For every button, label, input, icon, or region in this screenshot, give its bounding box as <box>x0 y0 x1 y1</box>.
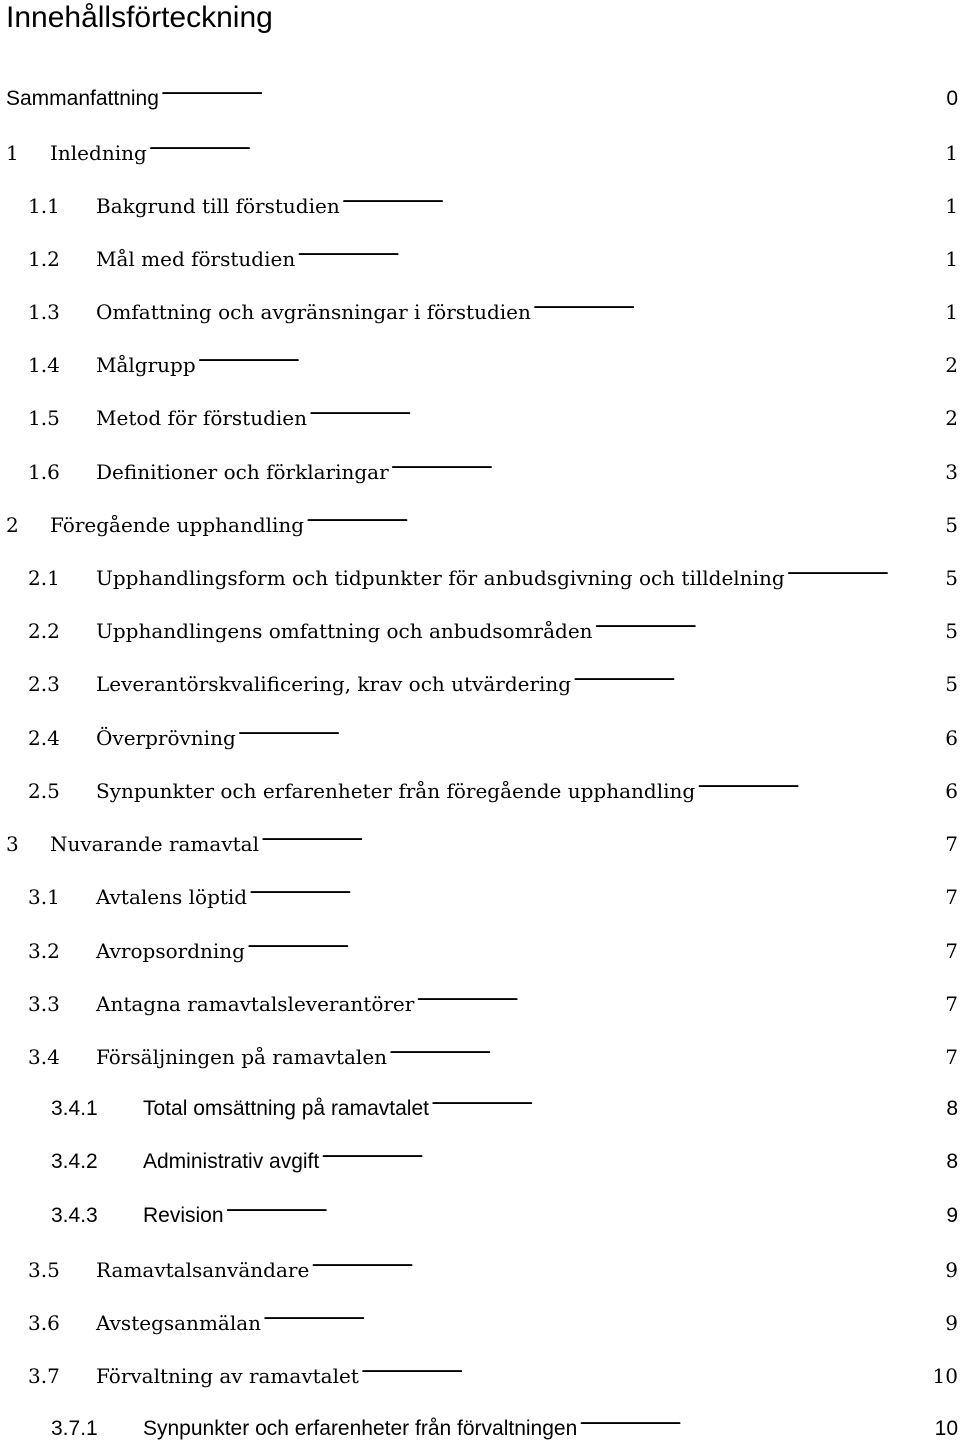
toc-entry-number: 2 <box>6 513 19 537</box>
toc-entry[interactable] <box>0 768 960 803</box>
toc-entry[interactable] <box>0 715 960 750</box>
toc-dot-leader <box>249 874 942 904</box>
toc-dot-leader <box>416 981 942 1011</box>
toc-entry-number: 1.1 <box>28 194 60 218</box>
toc-entry-page-number: 2 <box>945 406 958 430</box>
toc-entry-page-number: 6 <box>945 726 958 750</box>
toc-dot-leader <box>311 1247 942 1277</box>
toc-dot-leader <box>533 289 942 319</box>
toc-entry-page-number: 7 <box>945 1045 958 1069</box>
toc-entry-number: 2.4 <box>28 726 60 750</box>
toc-entry-title: Inledning <box>50 141 147 165</box>
toc-entry-page-number: 9 <box>945 1258 958 1282</box>
toc-entry-title: Bakgrund till förstudien <box>96 194 340 218</box>
toc-entry-title: Leverantörskvalificering, krav och utvärdering <box>96 672 572 696</box>
toc-dot-leader <box>391 449 943 479</box>
toc-dot-leader <box>263 1300 942 1330</box>
toc-entry-title: Total omsättning på ramavtalet <box>143 1097 429 1120</box>
toc-entry[interactable] <box>0 1405 960 1440</box>
toc-entry-page-number: 10 <box>932 1364 958 1388</box>
toc-entry-title: Sammanfattning <box>6 87 159 110</box>
toc-entry-title: Upphandlingsform och tidpunkter för anbudsgivning och tilldelning <box>96 566 785 590</box>
toc-dot-leader <box>431 1085 943 1115</box>
toc-entry[interactable] <box>0 449 960 484</box>
toc-dot-leader <box>306 502 942 532</box>
toc-entry-number: 3.2 <box>28 939 60 963</box>
toc-entry-page-number: 1 <box>945 141 958 165</box>
toc-entry-title: Metod för förstudien <box>96 406 308 430</box>
toc-entry-page-number: 0 <box>946 87 958 110</box>
toc-entry-number: 1.6 <box>28 460 60 484</box>
toc-entry-number: 2.2 <box>28 619 60 643</box>
toc-dot-leader <box>579 1405 931 1435</box>
toc-entry[interactable] <box>0 289 960 324</box>
toc-entry-number: 1 <box>6 141 19 165</box>
toc-entry-title: Målgrupp <box>96 353 196 377</box>
toc-entry-number: 2.1 <box>28 566 60 590</box>
toc-entry[interactable] <box>0 395 960 430</box>
toc-entry[interactable] <box>0 1138 960 1173</box>
toc-entry-title: Omfattning och avgränsningar i förstudien <box>96 300 531 324</box>
toc-entry-title: Synpunkter och erfarenheter från föregående upphandling <box>96 779 696 803</box>
toc-entry-title: Administrativ avgift <box>143 1150 320 1173</box>
toc-entry-number: 3.7.1 <box>51 1417 98 1440</box>
toc-entry-page-number: 10 <box>934 1417 958 1440</box>
toc-entry-title: Nuvarande ramavtal <box>50 832 259 856</box>
toc-entry-number: 1.2 <box>28 247 60 271</box>
toc-entry-number: 3.6 <box>28 1311 60 1335</box>
toc-entry-number: 3 <box>6 832 19 856</box>
toc-entry-page-number: 1 <box>945 194 958 218</box>
toc-entry-title: Avtalens löptid <box>96 885 248 909</box>
toc-entry[interactable] <box>0 1034 960 1069</box>
toc-entry[interactable] <box>0 821 960 856</box>
toc-entry[interactable] <box>0 661 960 696</box>
toc-entry-title: Förvaltning av ramavtalet <box>96 1364 359 1388</box>
toc-entry-page-number: 5 <box>945 566 958 590</box>
toc-entry-title: Antagna ramavtalsleverantörer <box>96 992 415 1016</box>
toc-dot-leader <box>297 236 942 266</box>
toc-dot-leader <box>247 928 942 958</box>
toc-entry[interactable] <box>0 1192 960 1227</box>
toc-dot-leader <box>198 342 943 372</box>
toc-entry[interactable] <box>0 130 960 165</box>
toc-entry-title: Ramavtalsanvändare <box>96 1258 310 1282</box>
toc-entry-page-number: 2 <box>945 353 958 377</box>
toc-entry-number: 3.5 <box>28 1258 60 1282</box>
toc-entry-number: 3.4 <box>28 1045 60 1069</box>
toc-entry-title: Upphandlingens omfattning och anbudsområden <box>96 619 593 643</box>
toc-entry-number: 3.4.2 <box>51 1150 98 1173</box>
toc-dot-leader <box>342 183 943 213</box>
toc-entry-title: Mål med förstudien <box>96 247 296 271</box>
toc-dot-leader <box>595 608 943 638</box>
toc-entry-number: 3.3 <box>28 992 60 1016</box>
toc-entry-page-number: 7 <box>945 939 958 963</box>
toc-entry-title: Försäljningen på ramavtalen <box>96 1045 388 1069</box>
toc-entry-title: Avstegsanmälan <box>96 1311 262 1335</box>
toc-entry-page-number: 7 <box>945 832 958 856</box>
toc-entry[interactable] <box>0 981 960 1016</box>
toc-entry-page-number: 6 <box>945 779 958 803</box>
toc-entry-number: 2.3 <box>28 672 60 696</box>
toc-entry[interactable] <box>0 236 960 271</box>
toc-dot-leader <box>787 555 943 585</box>
toc-entry-number: 2.5 <box>28 779 60 803</box>
toc-entry-title: Avropsordning <box>96 939 245 963</box>
toc-entry-page-number: 7 <box>945 992 958 1016</box>
toc-title: Innehållsförteckning <box>6 1 273 34</box>
toc-entry-number: 1.5 <box>28 406 60 430</box>
toc-entry[interactable] <box>0 502 960 537</box>
toc-entry-page-number: 7 <box>945 885 958 909</box>
toc-entry-page-number: 5 <box>945 672 958 696</box>
toc-entry-number: 3.4.1 <box>51 1097 98 1120</box>
toc-entry-page-number: 9 <box>945 1311 958 1335</box>
toc-entry-number: 3.1 <box>28 885 60 909</box>
toc-dot-leader <box>226 1192 944 1222</box>
toc-entry[interactable] <box>0 555 960 590</box>
toc-entry-number: 3.7 <box>28 1364 60 1388</box>
toc-dot-leader <box>161 75 943 105</box>
toc-entry-title: Definitioner och förklaringar <box>96 460 389 484</box>
toc-entry-title: Överprövning <box>96 726 236 750</box>
toc-entry-page-number: 9 <box>946 1204 958 1227</box>
toc-entry-number: 1.3 <box>28 300 60 324</box>
toc-entry-title: Föregående upphandling <box>50 513 305 537</box>
toc-dot-leader <box>321 1138 943 1168</box>
toc-dot-leader <box>238 715 943 745</box>
toc-entry-page-number: 8 <box>946 1097 958 1120</box>
toc-dot-leader <box>389 1034 942 1064</box>
toc-dot-leader <box>697 768 942 798</box>
toc-entry[interactable] <box>0 1353 960 1388</box>
toc-entry-number: 3.4.3 <box>51 1204 98 1227</box>
toc-dot-leader <box>573 661 942 691</box>
toc-entry-page-number: 1 <box>945 300 958 324</box>
toc-entry[interactable] <box>0 1300 960 1335</box>
toc-dot-leader <box>261 821 942 851</box>
toc-entry[interactable] <box>0 342 960 377</box>
toc-entry[interactable] <box>0 183 960 218</box>
toc-entry[interactable] <box>0 1085 960 1120</box>
toc-entry-title: Revision <box>143 1204 224 1227</box>
toc-entry-number: 1.4 <box>28 353 60 377</box>
toc-entry-page-number: 3 <box>945 460 958 484</box>
toc-entry-page-number: 1 <box>945 247 958 271</box>
toc-entry[interactable] <box>0 75 960 110</box>
toc-dot-leader <box>309 395 942 425</box>
toc-entry-page-number: 5 <box>945 513 958 537</box>
toc-dot-leader <box>361 1353 930 1383</box>
toc-entry[interactable] <box>0 874 960 909</box>
toc-entry-page-number: 5 <box>945 619 958 643</box>
toc-entry-page-number: 8 <box>946 1150 958 1173</box>
toc-entry[interactable] <box>0 608 960 643</box>
toc-dot-leader <box>149 130 942 160</box>
toc-entry[interactable] <box>0 1247 960 1282</box>
toc-entry[interactable] <box>0 928 960 963</box>
toc-entry-title: Synpunkter och erfarenheter från förvaltningen <box>143 1417 578 1440</box>
